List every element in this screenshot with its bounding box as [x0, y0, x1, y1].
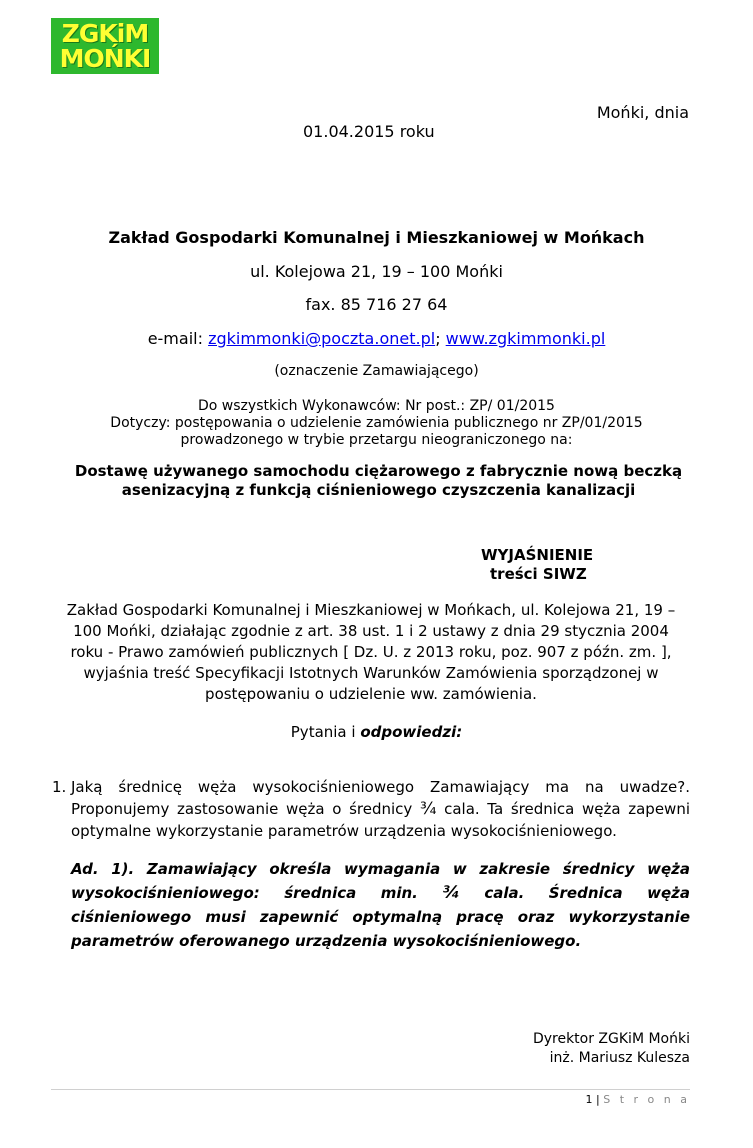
question-line1: Jaką średnicę węża wysokociśnieniowego Zamawiający ma na uwadze?.: [71, 778, 690, 796]
signature-line1: Dyrektor ZGKiM Mońki: [532, 1031, 690, 1047]
subject-line2: asenizacyjną z funkcją ciśnieniowego czyszczenia kanalizacji: [121, 481, 636, 499]
intro-line2: 100 Mońki, działając zgodnie z art. 38 ust. 1 i 2 ustawy z dnia 29 stycznia 2004: [73, 622, 669, 640]
footer-divider: [51, 1089, 690, 1090]
question-line2: [71, 798, 690, 820]
qa-title: [0, 723, 753, 741]
addressees-line1: Do wszystkich Wykonawców: Nr post.: ZP/ 01/2015: [198, 398, 555, 414]
answer-line1: Ad. 1). Zamawiający określa wymagania w zakresie średnicy węża: [71, 860, 690, 878]
place-date-line2: 01.04.2015 roku: [303, 122, 435, 141]
intro-line3: roku - Prawo zamówień publicznych [ Dz. U. z 2013 roku, poz. 907 z późn. zm. ],: [70, 643, 672, 661]
addressees-line3: prowadzonego w trybie przetargu nieograniczonego na:: [180, 432, 573, 448]
page-label: S t r o n a: [603, 1093, 690, 1106]
intro-line4: wyjaśnia treść Specyfikacji Istotnych Warunków Zamówienia sporządzonej w: [83, 664, 659, 682]
qa-title-plain: Pytania i: [290, 723, 361, 741]
answer-line2-end: cala. Średnica węża: [459, 884, 690, 902]
organization-contact: [0, 329, 753, 348]
intro-line5: postępowaniu o udzielenie ww. zamówienia.: [205, 685, 537, 703]
logo-line1: ZGKiM: [61, 19, 149, 48]
signature-line2: inż. Mariusz Kulesza: [549, 1050, 690, 1066]
website-link[interactable]: www.zgkimmonki.pl: [445, 329, 606, 348]
answer-line3: ciśnieniowego musi zapewnić optymalną pracę oraz wykorzystanie: [71, 908, 690, 926]
email-link[interactable]: zgkimmonki@poczta.onet.pl: [208, 329, 436, 348]
question-line2-start: Proponujemy zastosowanie węża o średnicy: [71, 800, 420, 818]
heading-line1: WYJAŚNIENIE: [481, 546, 594, 564]
intro-line1: Zakład Gospodarki Komunalnej i Mieszkaniowej w Mońkach, ul. Kolejowa 21, 19 –: [66, 601, 676, 619]
question-number: 1.: [52, 778, 67, 796]
question-1: [52, 776, 690, 842]
answer-fraction-three-quarters: ¾: [442, 883, 460, 903]
heading-line2: treści SIWZ: [490, 565, 587, 583]
intro-paragraph: [52, 600, 690, 705]
page-number: 1: [585, 1093, 593, 1106]
footer-separator: |: [592, 1093, 604, 1106]
signature-block: [533, 1030, 690, 1068]
organization-address: ul. Kolejowa 21, 19 – 100 Mońki: [250, 262, 503, 281]
company-logo: [51, 18, 159, 74]
organization-name: Zakład Gospodarki Komunalnej i Mieszkaniowej w Mońkach: [108, 228, 645, 247]
question-line3: optymalne wykorzystanie parametrów urządzenia wysokociśnieniowego.: [71, 822, 617, 840]
addressees-line2: Dotyczy: postępowania o udzielenie zamówienia publicznego nr ZP/01/2015: [110, 415, 643, 431]
qa-title-emphasis: odpowiedzi:: [360, 723, 463, 741]
organization-fax: fax. 85 716 27 64: [305, 295, 448, 314]
page-footer: [586, 1093, 690, 1106]
contact-separator: ;: [435, 329, 446, 348]
answer-1: [71, 857, 690, 953]
subject-line1: Dostawę używanego samochodu ciężarowego z fabrycznie nową beczką: [74, 462, 683, 480]
subject-block: [2, 462, 753, 500]
answer-line2: [71, 881, 690, 905]
designation-note: (oznaczenie Zamawiającego): [274, 363, 479, 379]
answer-line2-start: wysokociśnieniowego: średnica min.: [71, 884, 443, 902]
logo-line2: MOŃKI: [59, 44, 151, 73]
place-date-line1: Mońki, dnia: [596, 103, 689, 122]
answer-line4: parametrów oferowanego urządzenia wysokociśnieniowego.: [71, 932, 582, 950]
document-heading: [481, 546, 593, 584]
email-prefix: e-mail:: [147, 329, 209, 348]
fraction-three-quarters: ¾: [419, 799, 437, 819]
question-line2-end: cala. Ta średnica węża zapewni: [436, 800, 690, 818]
addressees-block: [0, 398, 753, 449]
